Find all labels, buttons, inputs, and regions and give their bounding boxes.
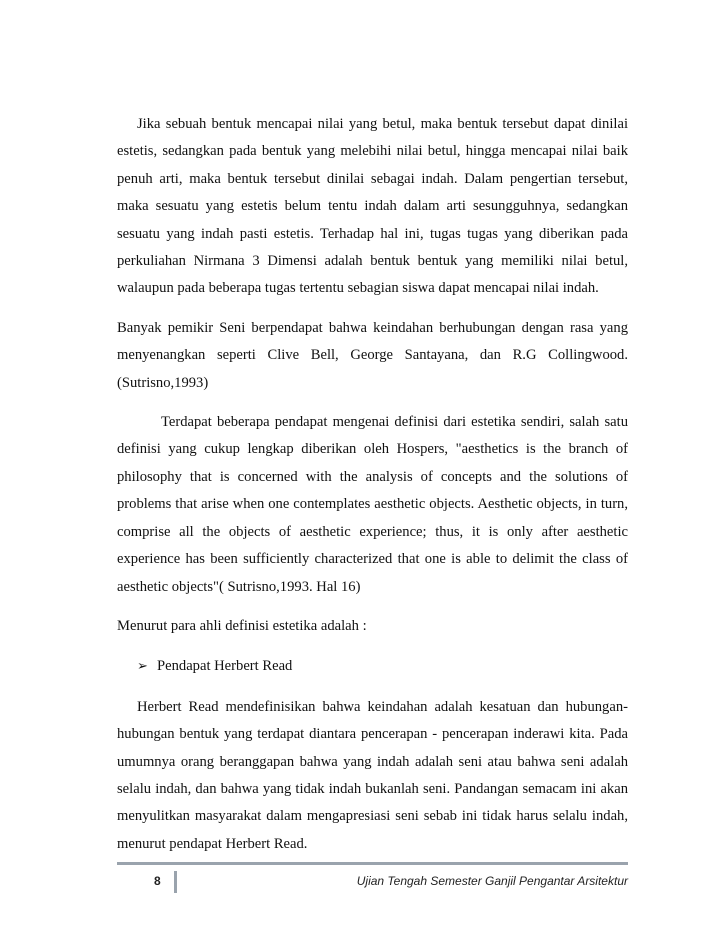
page-body (117, 111, 628, 870)
paragraph-pemikir-seni: Banyak pemikir Seni berpendapat bahwa keindahan berhubungan dengan rasa yang menyenangkan seperti Clive Bell, George Santayana, dan R.G Collingwood.(Sutrisno,1993) (117, 319, 628, 391)
footer-separator (174, 871, 177, 893)
paragraph-estetis: Jika sebuah bentuk mencapai nilai yang betul, maka bentuk tersebut dapat dinilai estetis, sedangkan pada bentuk yang melebihi nilai betul, hingga mencapai nilai baik penuh arti, maka bentuk tersebut dinilai sebagai indah. Dalam pengertian tersebut, maka sesuatu yang estetis belum tentu indah dalam arti sesungguhnya, sedangkan sesuatu yang indah pasti estetis. Terhadap hal ini, tugas tugas yang diberikan pada perkuliahan Nirmana 3 Dimensi adalah bentuk bentuk yang memiliki nilai betul, walaupun pada beberapa tugas tertentu sebagian siswa dapat mencapai nilai indah. (117, 116, 628, 297)
footer-title: Ujian Tengah Semester Ganjil Pengantar Arsitektur (356, 874, 628, 888)
arrow-bullet-icon: ➢ (137, 658, 148, 674)
bullet-label: Pendapat Herbert Read (157, 658, 293, 675)
bullet-item-herbert-read (117, 652, 628, 680)
page-footer (117, 862, 628, 895)
paragraph-herbert-read: Herbert Read mendefinisikan bahwa keindahan adalah kesatuan dan hubungan-hubungan bentuk yang terdapat diantara pencerapan - pencerapan inderawi kita. Pada umumnya orang beranggapan bahwa yang indah adalah seni atau bahwa seni adalah selalu indah, dan bahwa yang tidak indah bukanlah seni. Pandangan semacam ini akan menyulitkan masyarakat dalam mengapresiasi seni sebab ini tidak harus selalu indah, menurut pendapat Herbert Read. (117, 698, 628, 852)
page-number: 8 (154, 874, 161, 888)
paragraph-menurut-ahli: Menurut para ahli definisi estetika adalah : (117, 617, 367, 634)
paragraph-definisi-hospers: Terdapat beberapa pendapat mengenai definisi dari estetika sendiri, salah satu definisi yang cukup lengkap diberikan oleh Hospers, "aesthetics is the branch of philosophy that is concerned with the analysis of concepts and the solutions of problems that arise when one contemplates aesthetic objects. Aesthetic objects, in turn, comprise all the objects of aesthetic experience; thus, it is only after aesthetic experience has been sufficiently characterized that one is able to delimit the class of aesthetic objects"( Sutrisno,1993. Hal 16) (117, 414, 628, 595)
